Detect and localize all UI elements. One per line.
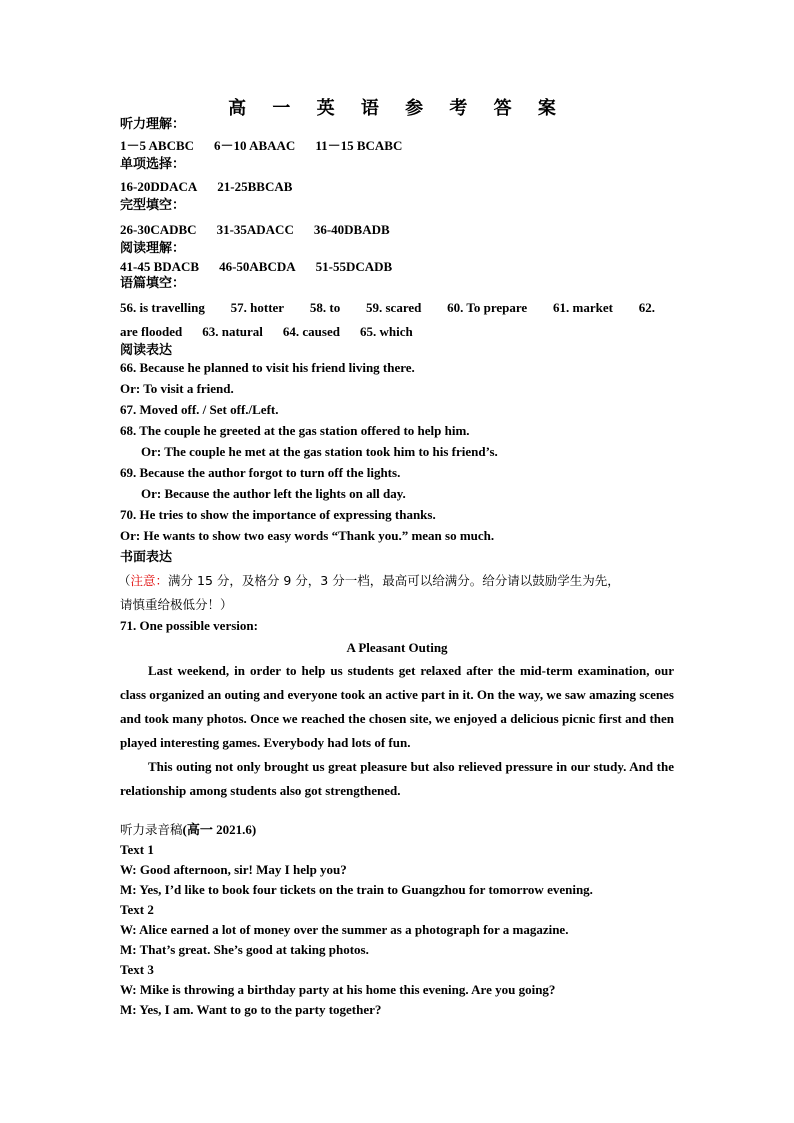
single-choice-heading: 单项选择： bbox=[120, 157, 186, 172]
cloze-answer-3: 36-40DBADB bbox=[313, 222, 390, 237]
cloze-answers bbox=[120, 222, 410, 238]
transcript-text-3-label: Text 3 bbox=[120, 962, 154, 977]
grammar-fill-answer-62-cont: are flooded bbox=[120, 324, 183, 339]
grammar-fill-answer-58: 58. to bbox=[309, 300, 341, 315]
listening-answer-1: 1－5 ABCBC bbox=[120, 138, 195, 153]
answer-68: 68. The couple he greeted at the gas station offered to help him. bbox=[120, 423, 470, 438]
essay-paragraph-2: This outing not only brought us great pleasure but also relieved pressure in our study. And the relationship among students also got strengthened. bbox=[120, 759, 674, 798]
transcript-line: M: Yes, I’d like to book four tickets on the train to Guangzhou for tomorrow evening. bbox=[120, 882, 593, 897]
cloze-answer-2: 31-35ADACC bbox=[216, 222, 294, 237]
grammar-fill-answer-56: 56. is travelling bbox=[120, 300, 205, 315]
grammar-fill-heading: 语篇填空： bbox=[120, 276, 186, 291]
grammar-fill-answer-63: 63. natural bbox=[202, 324, 263, 339]
grading-note-open: （ bbox=[118, 573, 131, 588]
listening-answers bbox=[120, 138, 422, 154]
answer-66-alt: Or: To visit a friend. bbox=[120, 381, 234, 396]
transcript-line: W: Good afternoon, sir! May I help you? bbox=[120, 862, 347, 877]
grading-note-line-1 bbox=[118, 573, 620, 589]
answer-70-alt: Or: He wants to show two easy words “Thank you.” mean so much. bbox=[120, 528, 495, 543]
answer-67: 67. Moved off. / Set off./Left. bbox=[120, 402, 279, 417]
transcript-line: W: Mike is throwing a birthday party at his home this evening. Are you going? bbox=[120, 982, 556, 997]
grammar-fill-answer-62: 62. bbox=[638, 300, 655, 315]
transcript-line: M: Yes, I am. Want to go to the party together? bbox=[120, 1002, 382, 1017]
listening-heading: 听力理解： bbox=[120, 117, 186, 132]
answer-68-alt: Or: The couple he met at the gas station took him to his friend’s. bbox=[141, 444, 498, 459]
reading-heading: 阅读理解： bbox=[120, 241, 186, 256]
single-choice-answers bbox=[120, 179, 312, 195]
grammar-fill-answer-59: 59. scared bbox=[365, 300, 422, 315]
grammar-fill-answer-60: 60. To prepare bbox=[447, 300, 528, 315]
grading-note-text-1: 满分 15 分，及格分 9 分，3 分一档，最高可以给满分。给分请以鼓励学生为先， bbox=[168, 573, 620, 588]
reading-answers bbox=[120, 259, 412, 275]
transcript-text-2-label: Text 2 bbox=[120, 902, 154, 917]
grammar-fill-answer-61: 61. market bbox=[553, 300, 613, 315]
transcript-line: M: That’s great. She’s good at taking photos. bbox=[120, 942, 369, 957]
writing-heading: 书面表达 bbox=[120, 550, 173, 565]
listening-answer-2: 6－10 ABAAC bbox=[214, 138, 296, 153]
answer-69-alt: Or: Because the author left the lights on all day. bbox=[141, 486, 406, 501]
reading-answer-3: 51-55DCADB bbox=[315, 259, 393, 274]
grammar-fill-answer-57: 57. hotter bbox=[230, 300, 285, 315]
transcript-heading-cn: 听力录音稿 bbox=[120, 822, 183, 837]
transcript-heading bbox=[120, 822, 256, 838]
grading-note-line-2: 请慎重给极低分！） bbox=[120, 597, 233, 612]
answer-66: 66. Because he planned to visit his friend living there. bbox=[120, 360, 415, 375]
listening-answer-3: 11－15 BCABC bbox=[315, 138, 403, 153]
page-title: 高 一 英 语 参 考 答 案 bbox=[228, 98, 566, 119]
grammar-fill-answer-64: 64. caused bbox=[282, 324, 340, 339]
transcript-line: W: Alice earned a lot of money over the summer as a photograph for a magazine. bbox=[120, 922, 569, 937]
grading-note-label: 注意： bbox=[130, 573, 169, 588]
answer-70: 70. He tries to show the importance of expressing thanks. bbox=[120, 507, 436, 522]
grammar-fill-answer-65: 65. which bbox=[359, 324, 413, 339]
cloze-heading: 完型填空： bbox=[120, 198, 186, 213]
transcript-heading-en: (高一 2021.6) bbox=[182, 822, 257, 837]
single-choice-answer-2: 21-25BBCAB bbox=[217, 179, 293, 194]
essay-title: A Pleasant Outing bbox=[346, 640, 448, 655]
transcript-text-1-label: Text 1 bbox=[120, 842, 154, 857]
reading-answer-1: 41-45 BDACB bbox=[120, 259, 200, 274]
version-label: 71. One possible version: bbox=[120, 618, 258, 633]
answer-69: 69. Because the author forgot to turn off the lights. bbox=[120, 465, 401, 480]
reading-answer-2: 46-50ABCDA bbox=[219, 259, 296, 274]
grammar-fill-row-2 bbox=[120, 324, 433, 340]
grammar-fill-row-1 bbox=[120, 300, 655, 316]
reading-expression-heading: 阅读表达 bbox=[120, 343, 173, 358]
single-choice-answer-1: 16-20DDACA bbox=[120, 179, 198, 194]
cloze-answer-1: 26-30CADBC bbox=[120, 222, 197, 237]
essay-paragraph-1: Last weekend, in order to help us students get relaxed after the mid-term examination, our class organized an outing and everyone took an active part in it. On the way, we saw amazing scenes and took many photos. Once we reached the chosen site, we enjoyed a delicious picnic first and then played interesting games. Everybody had lots of fun. bbox=[120, 663, 674, 750]
